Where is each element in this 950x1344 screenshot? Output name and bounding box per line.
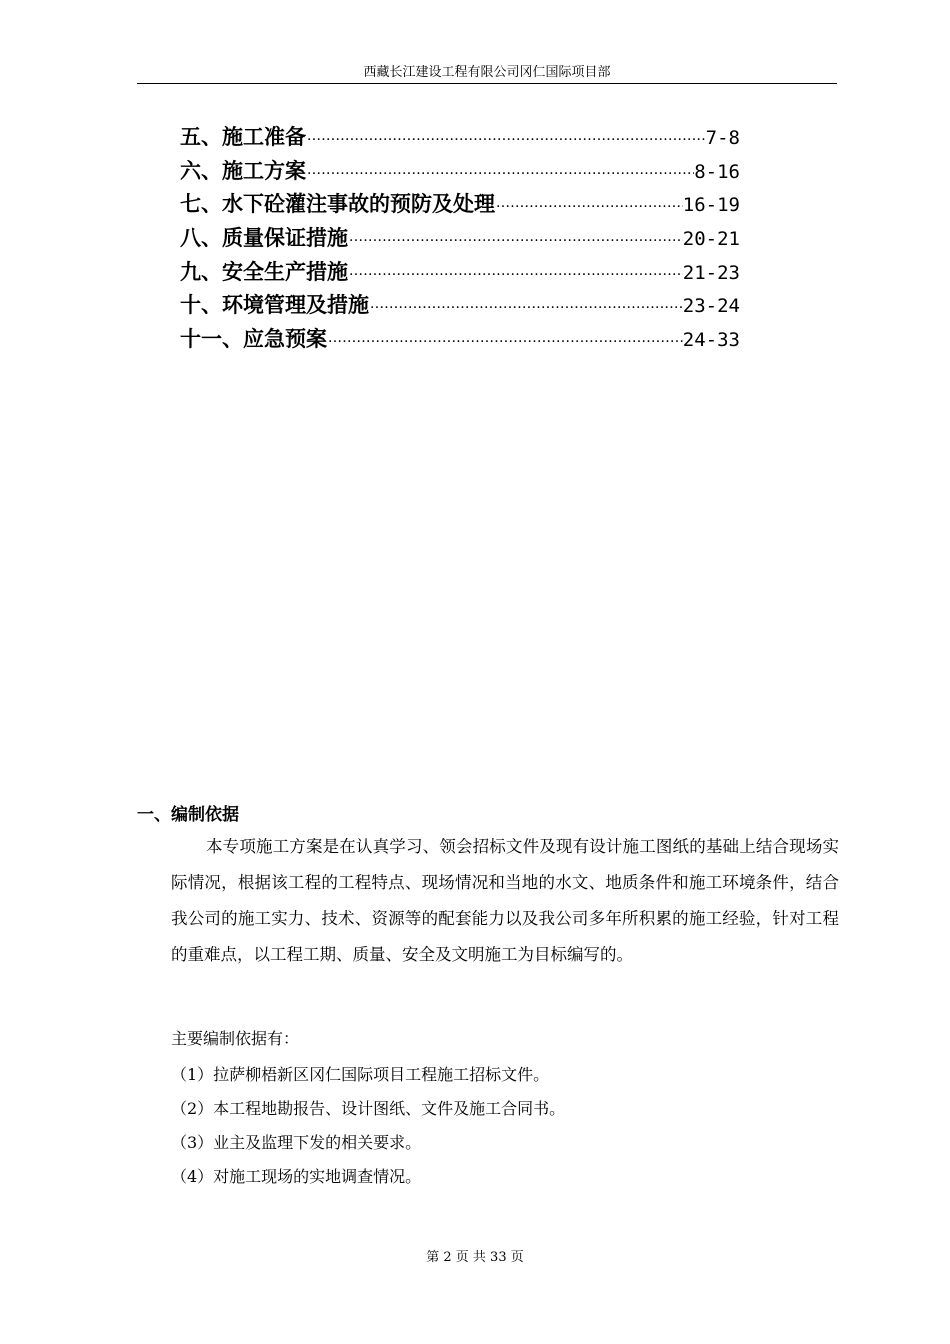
basis-intro: 主要编制依据有：: [171, 1029, 300, 1048]
toc-entry-title: 七、水下砼灌注事故的预防及处理: [180, 192, 495, 217]
list-item: （1）拉萨柳梧新区冈仁国际项目工程施工招标文件。: [171, 1065, 550, 1084]
toc-entry-title: 五、施工准备: [180, 125, 306, 149]
section-heading: 一、编制依据: [137, 805, 239, 825]
list-item: （2）本工程地勘报告、设计图纸、文件及施工合同书。: [171, 1099, 566, 1118]
list-item: （3）业主及监理下发的相关要求。: [171, 1133, 422, 1152]
toc-entry-title: 十、环境管理及措施: [180, 293, 369, 318]
toc-entry[interactable]: [180, 122, 740, 156]
toc-entry-title: 九、安全生产措施: [180, 259, 348, 284]
toc-entry-pages: 7-8: [705, 127, 740, 149]
page-footer: 第 2 页 共 33 页: [426, 1250, 524, 1265]
toc-leader-dots: [369, 293, 683, 323]
toc-entry-pages: 8-16: [694, 160, 740, 183]
toc-leader-dots: [495, 192, 683, 222]
toc-entry-pages: 21-23: [682, 261, 740, 284]
toc-leader-dots: [348, 260, 683, 290]
toc-entry[interactable]: [180, 189, 740, 223]
toc-entry[interactable]: [180, 223, 740, 257]
toc-entry-pages: 16-19: [682, 194, 740, 217]
toc-entry[interactable]: [180, 257, 740, 291]
toc-entry-pages: 24-33: [682, 329, 740, 352]
basis-list: [171, 1060, 565, 1196]
toc-entry-pages: 20-21: [682, 228, 740, 251]
list-item: （4）对施工现场的实地调查情况。: [171, 1167, 422, 1186]
toc-entry-title: 八、质量保证措施: [180, 226, 348, 251]
toc-leader-dots: [348, 226, 683, 256]
toc-leader-dots: [306, 159, 694, 189]
toc-entry-title: 六、施工方案: [180, 158, 306, 183]
header-rule: [137, 83, 837, 84]
toc-leader-dots: [327, 327, 683, 357]
table-of-contents: [180, 122, 740, 358]
toc-entry[interactable]: [180, 290, 740, 324]
toc-entry-title: 十一、应急预案: [180, 327, 327, 352]
toc-entry[interactable]: [180, 156, 740, 190]
page-header: 西藏长江建设工程有限公司冈仁国际项目部: [363, 65, 611, 80]
body-paragraph: 本专项施工方案是在认真学习、领会招标文件及现有设计施工图纸的基础上结合现场实际情况，根据该工程的工程特点、现场情况和当地的水文、地质条件和施工环境条件，结合我公司的施工实力、技术、资源等的配套能力以及我公司多年所积累的施工经验，针对工程的重难点，以工程工期、质量、安全及文明施工为目标编写的。: [171, 837, 839, 964]
toc-entry[interactable]: [180, 324, 740, 358]
toc-entry-pages: 23-24: [682, 295, 740, 318]
toc-leader-dots: [306, 125, 706, 155]
